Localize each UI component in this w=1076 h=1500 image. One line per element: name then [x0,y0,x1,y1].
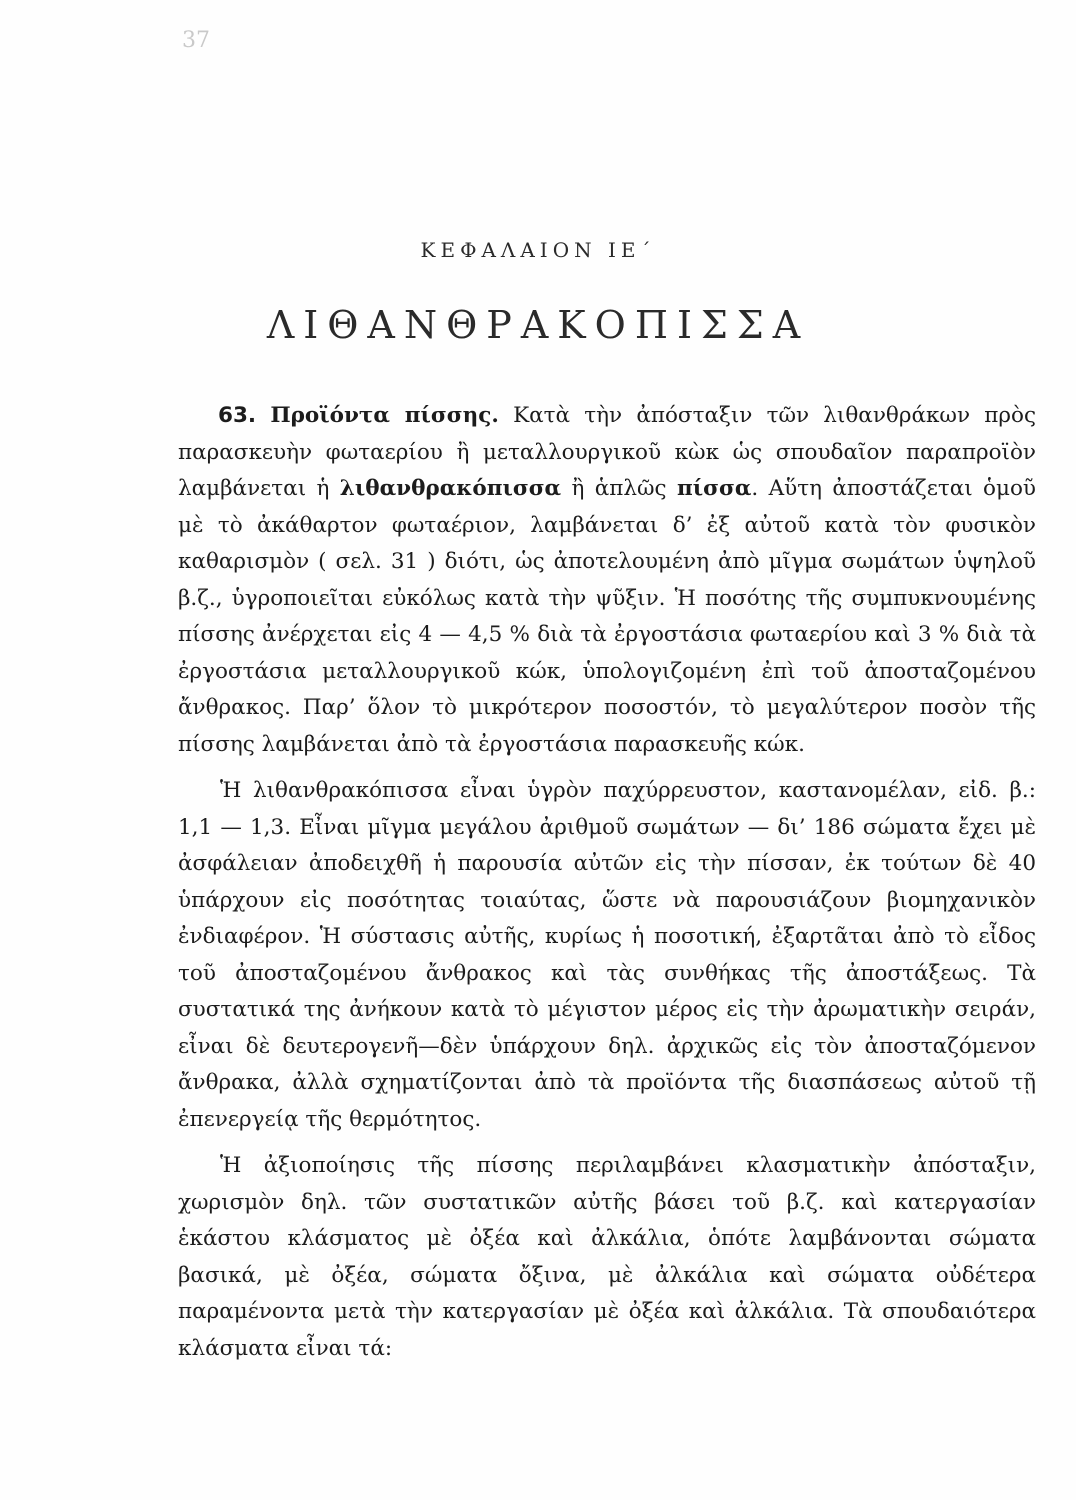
chapter-label: ΚΕΦΑΛΑΙΟΝ ΙΕ΄ [420,238,656,262]
term-coal-tar: λιθανθρακόπισσα [339,476,562,501]
page-number: 37 [182,28,210,53]
paragraph-section-63 [178,398,1036,763]
paragraph-utilization: Ἡ ἀξιοποίησις τῆς πίσσης περιλαμβάνει κλασματικὴν ἀπόσταξιν, χωρισμὸν δηλ. τῶν συστατικῶν αὐτῆς βάσει τοῦ β.ζ. καὶ κατεργασίαν ἑκάστου κλάσματος μὲ ὀξέα καὶ ἀλκάλια, ὁπότε λαμβάνονται σώματα βασικά, μὲ ὀξέα, σώματα ὄξινα, μὲ ἀλκάλια καὶ σώματα οὐδέτερα παραμένοντα μετὰ τὴν κατεργασίαν μὲ ὀξέα καὶ ἀλκάλια. Τὰ σπουδαιότερα κλάσματα εἶναι τά: [178,1153,1036,1361]
section-title: Προϊόντα πίσσης. [270,403,499,428]
chapter-title: ΛΙΘΑΝΘΡΑΚΟΠΙΣΣΑ [266,303,810,347]
term-tar: πίσσα [676,476,752,501]
paragraph-text: . Αὕτη ἀποστάζεται ὁμοῦ μὲ τὸ ἀκάθαρτον φωταέριον, λαμβάνεται δ’ ἐξ αὐτοῦ κατὰ τὸν φυσικὸν καθαρισμὸν ( σελ. 31 ) διότι, ὡς ἀποτελουμένη ἀπὸ μῖγμα σωμάτων ὑψηλοῦ β.ζ., ὑγροποιεῖται εὐκόλως κατὰ τὴν ψῦξιν. Ἡ ποσότης τῆς συμπυκνουμένης πίσσης ἀνέρχεται εἰς 4 — 4,5 % διὰ τὰ ἐργοστάσια φωταερίου καὶ 3 % διὰ τὰ ἐργοστάσια μεταλλουργικοῦ κώκ, ὑπολογιζομένη ἐπὶ τοῦ ἀποσταζομένου ἄνθρακος. Παρ’ ὅλον τὸ μικρότερον ποσοστόν, τὸ μεγαλύτερον ποσὸν τῆς πίσσης λαμβάνεται ἀπὸ τὰ ἐργοστάσια παρασκευῆς κώκ. [178,476,1036,757]
section-number: 63. [218,403,257,428]
body-text [178,398,1036,1367]
paragraph-text: Κατὰ τὴν ἀπόσταξιν τῶν λιθανθράκων πρὸς παρασκευὴν φωταερίου ἢ μεταλλουργικοῦ κὼκ ὡς σπουδαῖον παραπροϊὸν λαμβάνεται ἡ [178,403,1036,501]
paragraph-composition: Ἡ λιθανθρακόπισσα εἶναι ὑγρὸν παχύρρευστον, καστανομέλαν, εἰδ. β.: 1,1 — 1,3. Εἶναι μῖγμα μεγάλου ἀριθμοῦ σωμάτων — δι’ 186 σώματα ἔχει μὲ ἀσφάλειαν ἀποδειχθῆ ἡ παρουσία αὐτῶν εἰς τὴν πίσσαν, ἐκ τούτων δὲ 40 ὑπάρχουν εἰς ποσότητας τοιαύτας, ὥστε νὰ παρουσιάζουν βιομηχανικὸν ἐνδιαφέρον. Ἡ σύστασις αὐτῆς, κυρίως ἡ ποσοτική, ἐξαρτᾶται ἀπὸ τὸ εἶδος τοῦ ἀποσταζομένου ἄνθρακος καὶ τὰς συνθήκας τῆς ἀποστάξεως. Τὰ συστατικά της ἀνήκουν κατὰ τὸ μέγιστον μέρος εἰς τὴν ἀρωματικὴν σειράν, εἶναι δὲ δευτερογενῆ—δὲν ὑπάρχουν δηλ. ἀρχικῶς εἰς τὸν ἀποσταζόμενον ἄνθρακα, ἀλλὰ σχηματίζονται ἀπὸ τὰ προϊόντα τῆς διασπάσεως αὐτοῦ τῇ ἐπενεργείᾳ τῆς θερμότητος. [178,778,1036,1132]
paragraph-text: ἢ ἁπλῶς [561,476,677,501]
